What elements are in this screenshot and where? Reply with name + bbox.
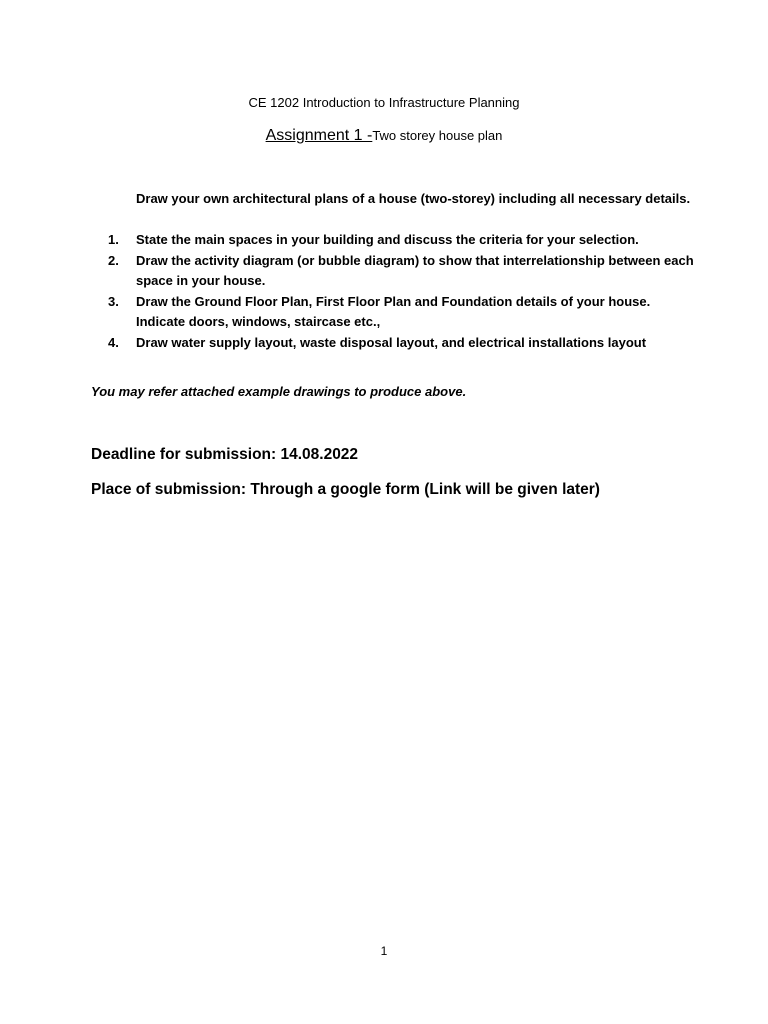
deadline-line: Deadline for submission: 14.08.2022 xyxy=(91,446,359,463)
task-number: 2. xyxy=(108,252,119,268)
task-text: Draw water supply layout, waste disposal layout, and electrical installations layout xyxy=(136,334,647,350)
assignment-subtitle: Two storey house plan xyxy=(372,128,503,143)
submission-place-line: Place of submission: Through a google form (Link will be given later) xyxy=(91,481,600,498)
task-item xyxy=(0,251,696,292)
task-number: 3. xyxy=(108,293,119,309)
task-text: Draw the activity diagram (or bubble diagram) to show that interrelationship between each space in your house. xyxy=(136,252,694,288)
task-item xyxy=(0,333,696,354)
course-title: CE 1202 Introduction to Infrastructure Planning xyxy=(248,95,520,110)
task-list xyxy=(0,230,768,353)
task-item xyxy=(0,230,696,251)
task-text: Draw the Ground Floor Plan, First Floor Plan and Foundation details of your house. Indicate doors, windows, staircase etc., xyxy=(136,293,651,329)
task-item xyxy=(0,292,696,333)
task-number: 4. xyxy=(108,334,119,350)
page-number: 1 xyxy=(380,944,388,958)
assignment-heading xyxy=(0,125,768,147)
task-text: State the main spaces in your building and discuss the criteria for your selection. xyxy=(136,232,639,247)
assignment-label: Assignment 1 - xyxy=(265,127,373,144)
task-number: 1. xyxy=(108,232,119,247)
reference-note: You may refer attached example drawings to produce above. xyxy=(91,384,467,399)
intro-paragraph: Draw your own architectural plans of a house (two-storey) including all necessary details. xyxy=(136,191,691,206)
